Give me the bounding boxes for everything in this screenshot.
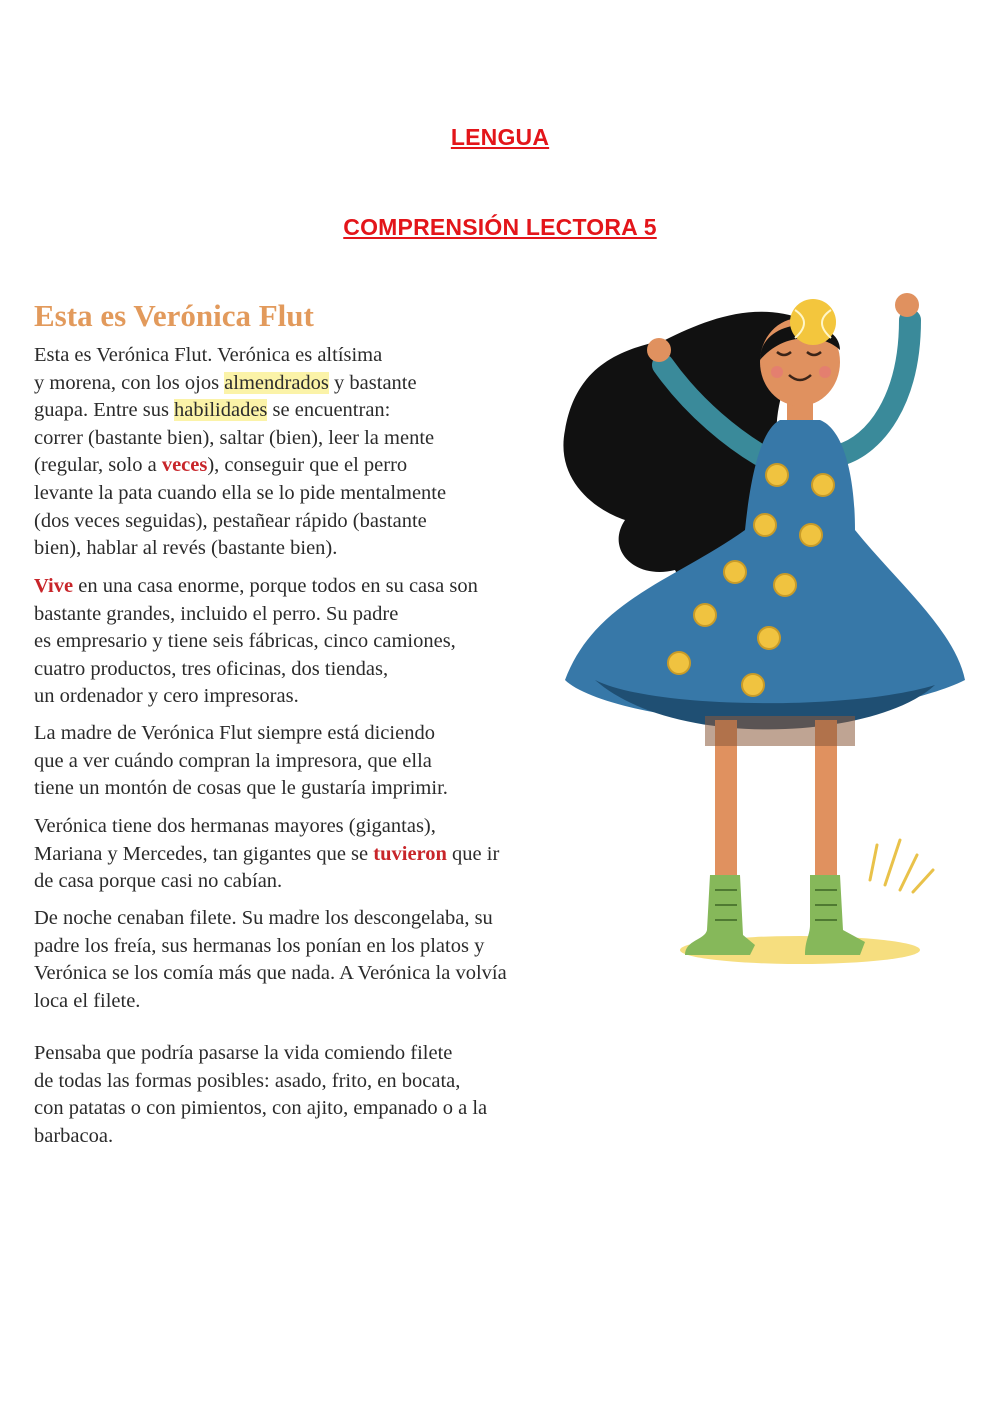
right-hand (895, 293, 919, 317)
text-run: que ir (446, 842, 500, 865)
text-run: y morena, con los ojos (34, 371, 225, 394)
text-run: De noche cenaban filete. Su madre los descongelaba, su (34, 907, 493, 929)
text-line (34, 960, 507, 988)
text-run: es empresario y tiene seis fábricas, cinco camiones, (34, 630, 456, 653)
subject-heading: LENGUA (450, 124, 550, 150)
text-run: cuatro productos, tres oficinas, dos tiendas, (34, 657, 389, 680)
left-boot (685, 875, 755, 955)
text-run: barbacoa. (34, 1124, 114, 1147)
text-line (34, 342, 446, 370)
text-line (34, 628, 478, 656)
text-line (34, 573, 478, 601)
text-line (34, 1123, 487, 1151)
text-run: Verónica se los comía más que nada. A Verónica la volvía (34, 962, 507, 985)
text-line (34, 480, 446, 508)
cheek-right (819, 366, 831, 378)
text-run: y bastante (328, 371, 417, 394)
highlighted-word: habilidades (174, 399, 268, 422)
text-run: con patatas o con pimientos, con ajito, empanado o a la (34, 1097, 488, 1120)
paragraph-3 (34, 720, 448, 803)
text-run: de casa porque casi no cabían. (34, 870, 283, 893)
text-line (34, 425, 446, 453)
vocabulary-word: veces (161, 454, 208, 477)
paragraph-6 (34, 1040, 487, 1150)
text-run: Verónica tiene dos hermanas mayores (gigantas), (34, 815, 436, 837)
text-run: Mariana y Mercedes, tan gigantes que se (34, 842, 374, 865)
cheek-left (771, 366, 783, 378)
text-run: correr (bastante bien), saltar (bien), leer la mente (34, 426, 435, 449)
text-line (34, 841, 499, 869)
text-run: levante la pata cuando ella se lo pide mentalmente (34, 481, 447, 504)
text-line (34, 720, 448, 748)
activity-heading: COMPRENSIÓN LECTORA 5 (343, 214, 657, 240)
text-line (34, 452, 446, 480)
text-run: padre los freía, sus hermanas los ponían en los platos y (34, 934, 485, 957)
right-arm (840, 320, 910, 455)
underdress (705, 716, 855, 746)
text-run: (regular, solo a (34, 454, 162, 477)
text-run: (dos veces seguidas), pestañear rápido (bastante (34, 509, 427, 532)
text-line (34, 933, 507, 961)
vocabulary-word: tuvieron (373, 842, 447, 865)
grass-strokes (870, 840, 933, 892)
text-run: La madre de Verónica Flut siempre está diciendo (34, 722, 435, 744)
text-run: bien), hablar al revés (bastante bien). (34, 537, 338, 560)
story-title: Esta es Verónica Flut (34, 298, 314, 333)
paragraph-1 (34, 342, 446, 563)
text-line (34, 868, 499, 896)
text-run: Pensaba que podría pasarse la vida comiendo filete (34, 1042, 453, 1064)
text-run: se encuentran: (267, 399, 391, 422)
text-run: que a ver cuándo compran la impresora, que ella (34, 749, 432, 772)
paragraph-4 (34, 813, 499, 896)
text-run: Esta es Verónica Flut. Verónica es altísima (34, 344, 383, 366)
girl-with-ball-illustration (555, 280, 975, 980)
paragraph-5 (34, 905, 507, 1015)
tennis-ball-icon (790, 299, 836, 345)
text-line (34, 988, 507, 1016)
text-line (34, 535, 446, 563)
text-run: bastante grandes, incluido el perro. Su padre (34, 602, 399, 625)
vocabulary-word: Vive (34, 575, 74, 597)
text-line (34, 370, 446, 398)
text-run: un ordenador y cero impresoras. (34, 685, 299, 708)
text-run: loca el filete. (34, 989, 141, 1012)
text-run: guapa. Entre sus (34, 399, 175, 422)
text-line (34, 748, 448, 776)
text-line (34, 397, 446, 425)
paragraph-2 (34, 573, 478, 711)
left-hand (647, 338, 671, 362)
text-run: de todas las formas posibles: asado, frito, en bocata, (34, 1069, 461, 1092)
text-line (34, 813, 499, 841)
text-line (34, 905, 507, 933)
text-line (34, 1095, 487, 1123)
highlighted-word: almendrados (224, 371, 329, 394)
text-line (34, 656, 478, 684)
right-boot (805, 875, 865, 955)
text-line (34, 1068, 487, 1096)
text-run: ), conseguir que el perro (207, 454, 408, 477)
text-line (34, 508, 446, 536)
text-line (34, 1040, 487, 1068)
text-run: tiene un montón de cosas que le gustaría imprimir. (34, 777, 448, 800)
text-line (34, 775, 448, 803)
text-line (34, 601, 478, 629)
text-run: en una casa enorme, porque todos en su casa son (73, 575, 478, 597)
text-line (34, 683, 478, 711)
